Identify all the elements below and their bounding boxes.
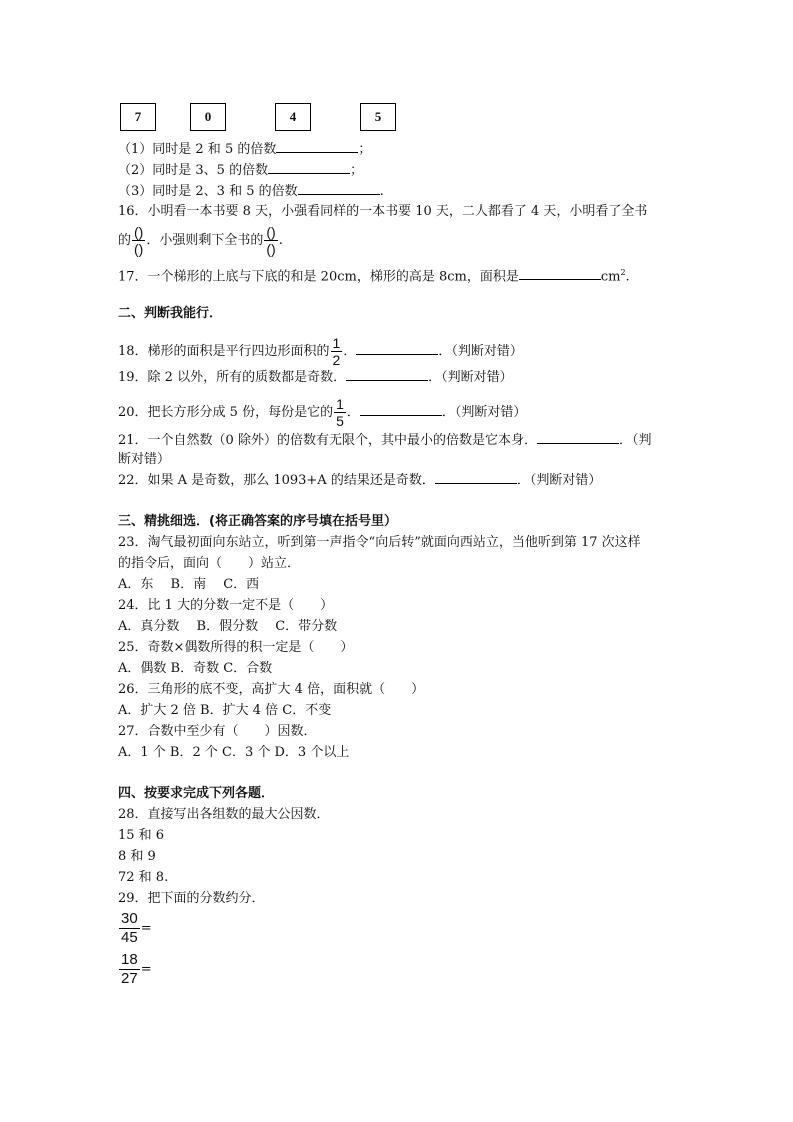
q26-options: A．扩大 2 倍 B．扩大 4 倍 C．不变 bbox=[118, 703, 332, 718]
answer-blank[interactable] bbox=[298, 182, 380, 195]
q20-text: 20．把长方形分成 5 份，每份是它的 bbox=[118, 405, 334, 420]
q26-text: 26．三角形的底不变，高扩大 4 倍，面积就（ ） bbox=[118, 682, 425, 697]
digit-card: 4 bbox=[275, 103, 311, 131]
punct: ． bbox=[343, 344, 357, 359]
q23-line-1: 23．淘气最初面向东站立，听到第一声指令“向后转”就面向西站立，当他听到第 17 次这样 bbox=[118, 535, 641, 550]
q29-fraction-row bbox=[118, 911, 152, 946]
answer-blank[interactable] bbox=[276, 140, 358, 153]
q19 bbox=[118, 368, 513, 387]
answer-blank[interactable] bbox=[537, 431, 619, 444]
q15-item-3 bbox=[118, 182, 384, 201]
q18-fraction bbox=[331, 336, 343, 367]
q19-tail: ．（判断对错） bbox=[428, 370, 513, 385]
q28-item: 15 和 6 bbox=[118, 828, 165, 843]
q22 bbox=[118, 471, 601, 490]
q21 bbox=[118, 431, 651, 450]
q15-item-2 bbox=[118, 161, 363, 180]
q29-text: 29．把下面的分数约分． bbox=[118, 891, 265, 906]
q15-item-1 bbox=[118, 140, 371, 159]
digit-card: 7 bbox=[120, 103, 156, 131]
q29-fraction bbox=[119, 911, 140, 946]
section-3-title: 三、精挑细选．(将正确答案的序号填在括号里） bbox=[118, 514, 397, 529]
answer-blank[interactable] bbox=[346, 368, 428, 381]
punct: ； bbox=[358, 142, 372, 157]
q17-text: 17．一个梯形的上底与下底的和是 20cm，梯形的高是 8cm，面积是 bbox=[118, 269, 519, 285]
q16-prefix: 的 bbox=[118, 233, 132, 248]
q18 bbox=[118, 336, 523, 367]
q24-text: 24．比 1 大的分数一定不是（ ） bbox=[118, 598, 334, 613]
q20-fraction bbox=[334, 397, 346, 428]
q16-fraction-1[interactable] bbox=[132, 225, 145, 256]
q15-item-1-text: （1）同时是 2 和 5 的倍数 bbox=[118, 142, 277, 157]
q23-options: A．东 B．南 C．西 bbox=[118, 577, 260, 592]
fraction-denominator: 45 bbox=[121, 929, 138, 946]
punct: ． bbox=[346, 405, 360, 420]
q18-text: 18．梯形的面积是平行四边形面积的 bbox=[118, 344, 330, 359]
fraction-numerator: 30 bbox=[121, 910, 138, 927]
punct: . bbox=[625, 269, 630, 285]
q27-options: A．1 个 B．2 个 C．3 个 D．3 个以上 bbox=[118, 745, 350, 760]
q22-tail: ．（判断对错） bbox=[516, 473, 602, 488]
unit: cm bbox=[600, 269, 621, 285]
unit-superscript: 2 bbox=[620, 268, 626, 277]
equals-sign: = bbox=[140, 962, 152, 977]
q20 bbox=[118, 397, 526, 428]
fraction-denominator: () bbox=[266, 241, 276, 257]
q28-text: 28．直接写出各组数的最大公因数． bbox=[118, 807, 330, 822]
q17 bbox=[118, 264, 630, 286]
q25-text: 25．奇数×偶数所得的积一定是（ ） bbox=[118, 640, 354, 655]
fraction-denominator: 2 bbox=[332, 352, 341, 368]
q29-fraction-row bbox=[118, 952, 152, 987]
q16-line-1: 16．小明看一本书要 8 天，小强看同样的一本书要 10 天，二人都看了 4 天，小明看了全书 bbox=[118, 204, 648, 219]
q27-text: 27．合数中至少有（ ）因数． bbox=[118, 724, 317, 739]
fraction-numerator: () bbox=[134, 224, 144, 240]
q16-fraction-2[interactable] bbox=[264, 225, 277, 256]
fraction-numerator: 18 bbox=[121, 951, 138, 968]
q28-item: 72 和 8. bbox=[118, 870, 169, 885]
answer-blank[interactable] bbox=[435, 471, 517, 484]
punct: ； bbox=[350, 163, 364, 178]
q20-tail: ．（判断对错） bbox=[441, 405, 527, 420]
fraction-denominator: 27 bbox=[121, 970, 138, 987]
answer-blank[interactable] bbox=[519, 267, 601, 280]
punct: . bbox=[278, 233, 283, 248]
q15-item-3-text: （3）同时是 2、3 和 5 的倍数 bbox=[118, 184, 298, 199]
fraction-numerator: 1 bbox=[336, 396, 344, 412]
fraction-denominator: () bbox=[134, 241, 144, 257]
digit-card: 5 bbox=[360, 103, 396, 131]
q25-options: A．偶数 B．奇数 C．合数 bbox=[118, 661, 273, 676]
section-4-title: 四、按要求完成下列各题． bbox=[118, 786, 275, 801]
fraction-numerator: () bbox=[266, 224, 276, 240]
digit-card: 0 bbox=[190, 103, 226, 131]
q24-options: A．真分数 B．假分数 C．带分数 bbox=[118, 619, 338, 634]
q28-item: 8 和 9 bbox=[118, 849, 156, 864]
answer-blank[interactable] bbox=[356, 342, 438, 355]
q22-text: 22．如果 A 是奇数，那么 1093+A 的结果还是奇数． bbox=[118, 473, 435, 488]
q19-text: 19．除 2 以外，所有的质数都是奇数． bbox=[118, 370, 347, 385]
answer-blank[interactable] bbox=[360, 403, 442, 416]
q16-line-2 bbox=[118, 225, 283, 256]
q21-tail: ．（判 bbox=[618, 433, 652, 448]
fraction-denominator: 5 bbox=[336, 413, 344, 429]
q21-line-2: 断对错） bbox=[118, 452, 171, 467]
punct: . bbox=[379, 184, 384, 199]
answer-blank[interactable] bbox=[268, 161, 350, 174]
q15-item-2-text: （2）同时是 3、5 的倍数 bbox=[118, 163, 269, 178]
q21-text: 21．一个自然数（0 除外）的倍数有无限个，其中最小的倍数是它本身． bbox=[118, 433, 537, 448]
q23-line-2: 的指令后，面向（ ）站立． bbox=[118, 556, 301, 571]
q16-middle: ．小强则剩下全书的 bbox=[146, 233, 264, 248]
q29-fraction bbox=[119, 952, 140, 987]
equals-sign: = bbox=[140, 921, 152, 936]
section-2-title: 二、判断我能行． bbox=[118, 306, 223, 321]
fraction-numerator: 1 bbox=[332, 335, 341, 351]
q18-tail: ．（判断对错） bbox=[438, 344, 523, 359]
